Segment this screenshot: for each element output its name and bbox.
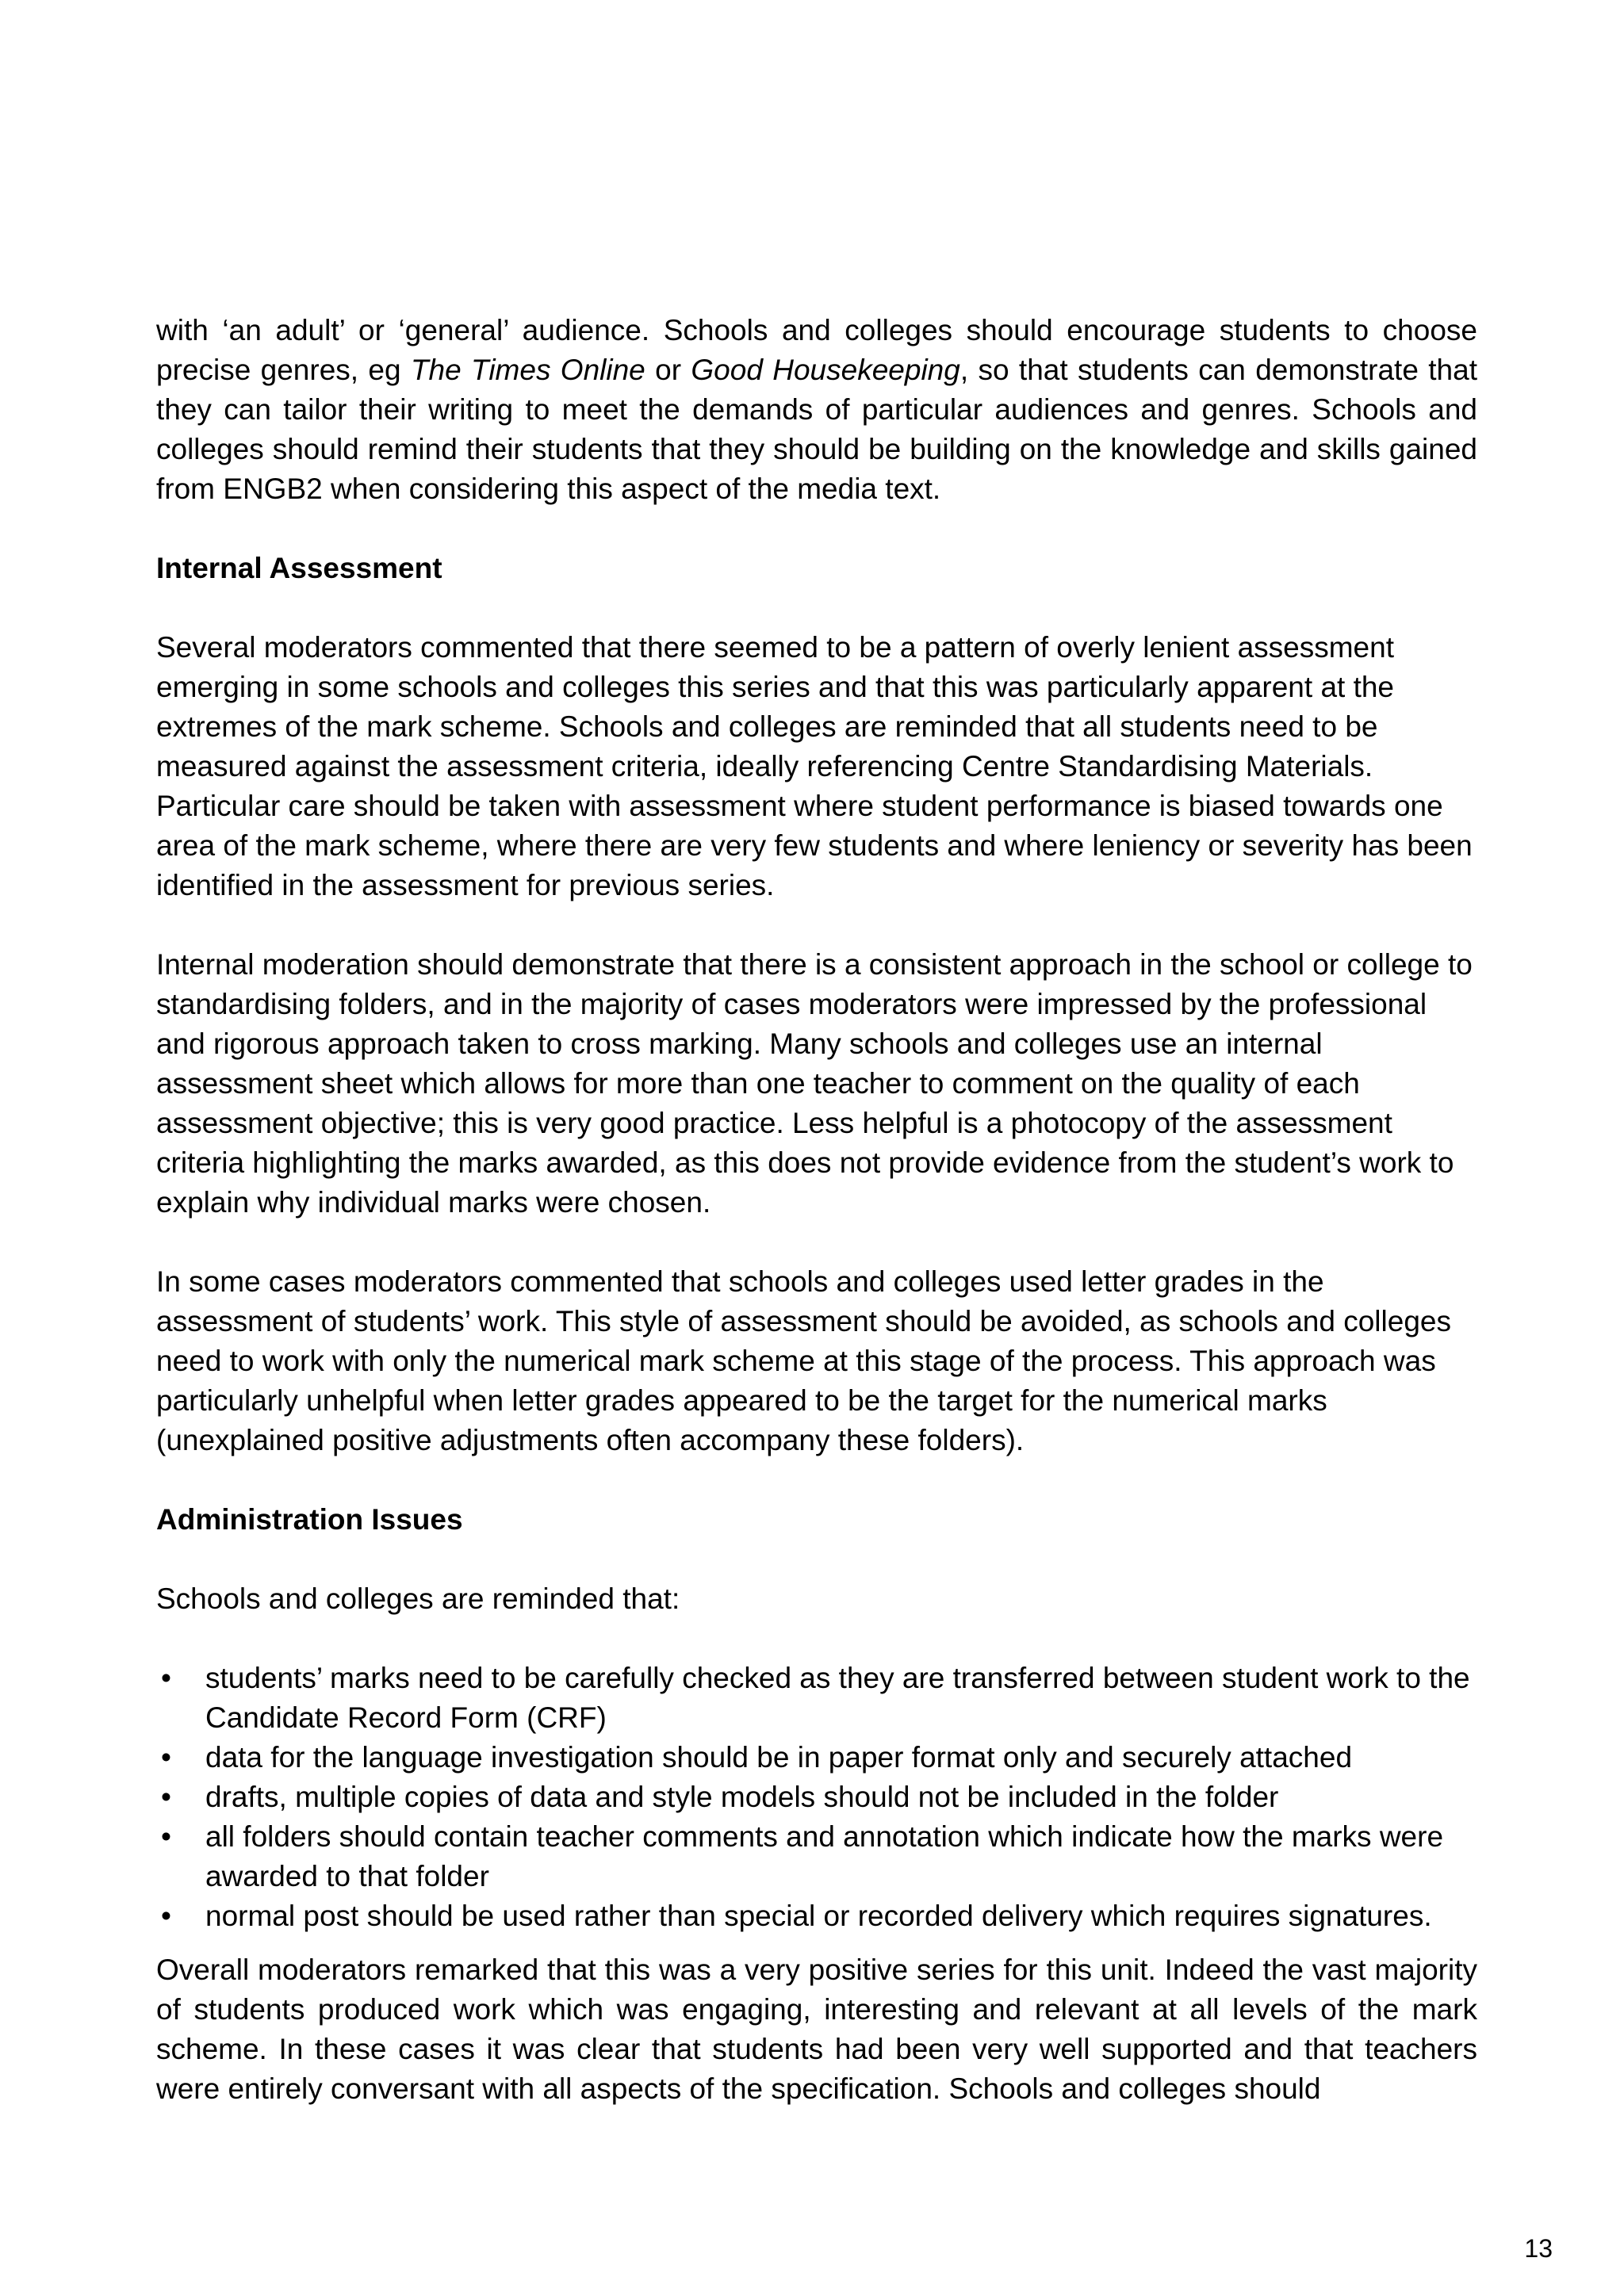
list-item-text: drafts, multiple copies of data and style models should not be included in the folder bbox=[205, 1781, 1279, 1813]
intro-paragraph bbox=[156, 311, 1477, 509]
internal-assessment-heading: Internal Assessment bbox=[156, 552, 442, 584]
intro-text-3: , so that students can demonstrate that they can tailor their writing to meet the demands of particular audiences and genres. Schools and colleges should remind their students that they should be building on the knowledge and skills gained from ENGB2 when considering this aspect of the media text. bbox=[156, 354, 1477, 505]
list-item bbox=[156, 1738, 1477, 1777]
internal-paragraph-3: In some cases moderators commented that schools and colleges used letter grades in the assessment of students’ work. This style of assessment should be avoided, as schools and colleges need to work with only the numerical mark scheme at this stage of the process. This approach was particularly unhelpful when letter grades appeared to be the target for the numerical marks (unexplained positive adjustments often accompany these folders). bbox=[156, 1265, 1451, 1456]
list-item-text: normal post should be used rather than special or recorded delivery which requires signatures. bbox=[205, 1900, 1432, 1932]
bullet-icon: • bbox=[161, 1781, 171, 1813]
bullet-icon: • bbox=[161, 1741, 171, 1774]
administration-issues-heading: Administration Issues bbox=[156, 1503, 463, 1536]
list-item bbox=[156, 1659, 1477, 1738]
intro-text-1: with ‘an adult’ or ‘general’ audience. Schools and colleges should encourage students to choose precise genres, eg bbox=[156, 314, 1477, 386]
intro-title-good-housekeeping: Good Housekeeping bbox=[691, 354, 960, 386]
bullet-icon: • bbox=[161, 1662, 171, 1694]
closing-paragraph: Overall moderators remarked that this was a very positive series for this unit. Indeed the vast majority of students produced work which was engaging, interesting and relevant at all levels of the mark scheme. In these cases it was clear that students had been very well supported and that teachers were entirely conversant with all aspects of the specification. Schools and colleges should bbox=[156, 1954, 1477, 2105]
internal-paragraph-2: Internal moderation should demonstrate that there is a consistent approach in the school or college to standardising folders, and in the majority of cases moderators were impressed by the professional and rigorous approach taken to cross marking. Many schools and colleges use an internal assessment sheet which allows for more than one teacher to comment on the quality of each assessment objective; this is very good practice. Less helpful is a photocopy of the assessment criteria highlighting the marks awarded, as this does not provide evidence from the student’s work to explain why individual marks were chosen. bbox=[156, 948, 1473, 1219]
page-number: 13 bbox=[1524, 2234, 1553, 2263]
page-content bbox=[156, 311, 1477, 2109]
list-item-text: students’ marks need to be carefully checked as they are transferred between student work to the Candidate Record Form (CRF) bbox=[205, 1662, 1470, 1734]
intro-title-times-online: The Times Online bbox=[410, 354, 645, 386]
bullet-icon: • bbox=[161, 1820, 171, 1853]
bullet-icon: • bbox=[161, 1900, 171, 1932]
administration-intro: Schools and colleges are reminded that: bbox=[156, 1582, 680, 1615]
intro-text-2: or bbox=[645, 354, 691, 386]
list-item bbox=[156, 1817, 1477, 1896]
list-item-text: data for the language investigation should be in paper format only and securely attached bbox=[205, 1741, 1353, 1774]
list-item bbox=[156, 1896, 1477, 1936]
internal-paragraph-1: Several moderators commented that there seemed to be a pattern of overly lenient assessment emerging in some schools and colleges this series and that this was particularly apparent at the extremes of the mark scheme. Schools and colleges are reminded that all students need to be measured against the assessment criteria, ideally referencing Centre Standardising Materials. Particular care should be taken with assessment where student performance is biased towards one area of the mark scheme, where there are very few students and where leniency or severity has been identified in the assessment for previous series. bbox=[156, 631, 1473, 901]
list-item-text: all folders should contain teacher comments and annotation which indicate how the marks were awarded to that folder bbox=[205, 1820, 1444, 1892]
list-item bbox=[156, 1777, 1477, 1817]
administration-list bbox=[156, 1659, 1477, 1936]
